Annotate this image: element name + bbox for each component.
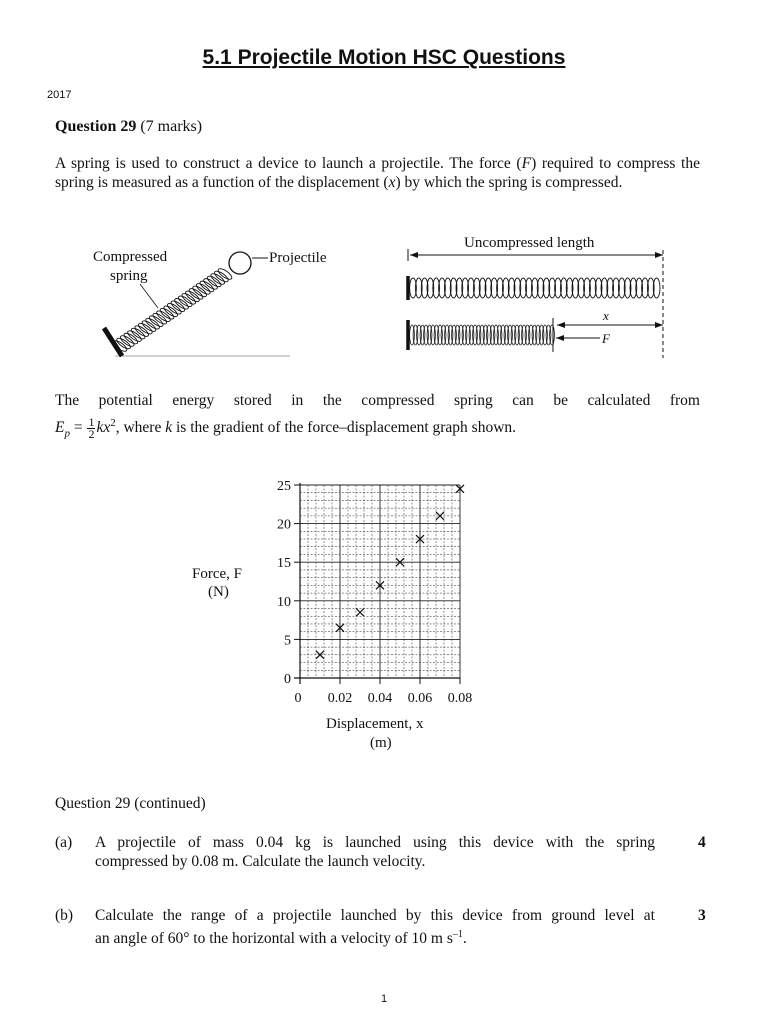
y-tick-label: 20 [277, 517, 291, 533]
part-b-text [95, 906, 655, 948]
pe-text: is the gradient of the force–displacement graph shown. [172, 419, 517, 437]
chart-grid [300, 485, 460, 678]
y-axis-label [192, 566, 242, 582]
part-a-text [95, 833, 655, 871]
pe-equals: = [69, 419, 87, 437]
x-tick-label: 0.04 [367, 691, 393, 706]
half-fraction [87, 417, 95, 440]
part-a-marks: 4 [698, 834, 706, 851]
pe-superscript: 2 [110, 417, 116, 429]
y-tick-label: 5 [284, 633, 291, 649]
chart-points [316, 485, 464, 659]
uncompressed-spring-coils [410, 278, 660, 298]
intro-text: ) by which the spring is compressed. [395, 173, 623, 191]
spring-diagram [80, 228, 700, 363]
x-tick-label: 0 [294, 691, 302, 706]
pe-line-1: The potential energy stored in the compressed spring can be calculated from [55, 392, 700, 409]
y-tick-label: 0 [284, 672, 291, 687]
y-axis-unit: (N) [208, 584, 229, 600]
part-a-line-1: A projectile of mass 0.04 kg is launched using this device with the spring [95, 834, 655, 851]
year-label: 2017 [47, 89, 72, 101]
part-b-line-2-text: an angle of 60° to the horizontal with a velocity of 10 m s [95, 930, 453, 948]
x-tick-label: 0.06 [407, 691, 433, 706]
intro-force-symbol: F [521, 155, 532, 172]
intro-displacement-symbol: x [388, 173, 396, 191]
y-tick-label: 10 [277, 594, 291, 610]
question-marks: (7 marks) [140, 118, 203, 135]
pe-kx: kx [96, 419, 111, 437]
compressed-horizontal-spring-coils [410, 325, 555, 345]
x-label: x [603, 308, 609, 323]
data-point [356, 608, 364, 616]
potential-energy-text [55, 390, 700, 444]
intro-text: A spring is used to construct a device to launch a projectile. The force ( [55, 155, 522, 172]
force-displacement-chart [180, 470, 500, 760]
pe-formula-line [55, 412, 700, 444]
part-a-line-2: compressed by 0.08 m. Calculate the launch velocity. [95, 853, 426, 870]
page-title: 5.1 Projectile Motion HSC Questions [202, 46, 566, 69]
part-b-label: (b) [55, 907, 74, 924]
projectile-ball [229, 252, 251, 274]
intro-text: ) required to compress the spring is measured as a function of the displacement ( [55, 155, 700, 191]
fraction-denominator: 2 [88, 427, 95, 442]
spring-label: spring [110, 268, 148, 284]
y-tick-label: 15 [277, 556, 291, 572]
question-heading [55, 118, 202, 136]
part-b-marks: 3 [698, 907, 706, 924]
part-b-line-2 [95, 925, 655, 948]
uncompressed-length-label: Uncompressed length [464, 235, 595, 251]
f-label: F [602, 331, 610, 346]
part-a [55, 833, 705, 873]
x-axis-label: Displacement, x [326, 716, 424, 732]
part-a-label: (a) [55, 834, 73, 851]
part-b-line-1: Calculate the range of a projectile launched by this device from ground level at [95, 907, 655, 924]
x-tick-label: 0.08 [447, 691, 473, 706]
spring-coil [550, 325, 555, 345]
x-axis-unit: (m) [370, 735, 392, 751]
y-tick-label: 25 [277, 479, 291, 494]
fraction-numerator: 1 [88, 415, 95, 430]
part-b-unit-exponent: –1 [452, 929, 463, 940]
pe-text: , where [115, 419, 166, 437]
pe-symbol: E [55, 419, 65, 437]
part-b-line-2-end: . [462, 930, 467, 948]
question-number: Question 29 [55, 118, 137, 135]
page-number: 1 [380, 993, 388, 1005]
question-continued: Question 29 (continued) [55, 795, 206, 812]
x-tick-label: 0.02 [327, 691, 353, 706]
pe-subscript: p [64, 427, 70, 440]
pe-k-symbol: k [165, 419, 173, 437]
y-axis-label-text: Force, F [192, 566, 242, 582]
projectile-label: Projectile [269, 250, 327, 266]
part-b [55, 906, 705, 946]
question-intro [55, 155, 700, 192]
compressed-label: Compressed [93, 249, 168, 265]
